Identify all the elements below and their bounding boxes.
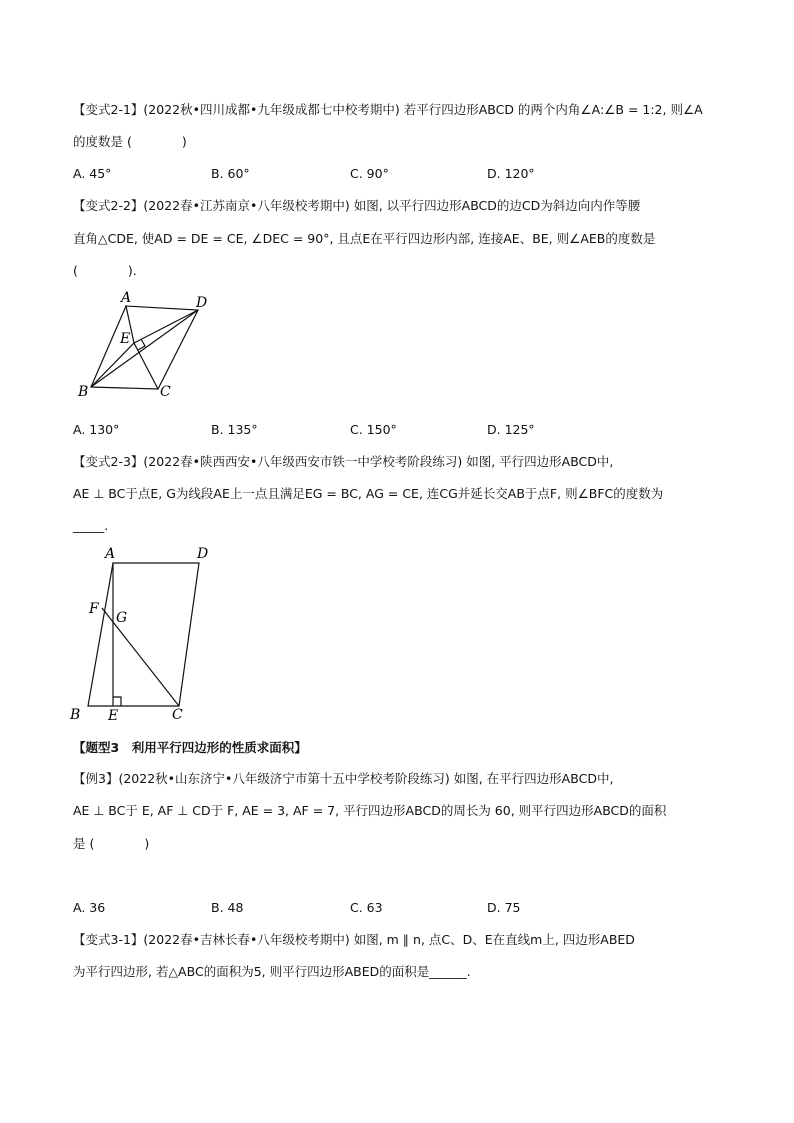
q4-option-a: A. 36 <box>73 900 106 915</box>
q3-line2: AE ⊥ BC于点E, G为线段AE上一点且满足EG = BC, AG = CE, 连CG并延长交AB于点F, 则∠BFC的度数为 <box>73 486 664 501</box>
q3-line1: 【变式2-3】(2022春•陕西西安•八年级西安市铁一中学校考阶段练习) 如图, 平行四边形ABCD中, <box>73 454 614 469</box>
q3-right-angle-mark <box>113 697 121 706</box>
q4-line2: AE ⊥ BC于 E, AF ⊥ CD于 F, AE = 3, AF = 7, 平行四边形ABCD的周长为 60, 则平行四边形ABCD的面积 <box>73 803 667 818</box>
q2-line3: ( ). <box>73 263 137 278</box>
q2-option-b: B. 135° <box>211 422 258 437</box>
q2-segment-be <box>91 343 134 387</box>
q1-line1: 【变式2-1】(2022秋•四川成都•九年级成都七中校考期中) 若平行四边形ABCD 的两个内角∠A:∠B = 1:2, 则∠A <box>73 102 703 117</box>
q2-segment-ce <box>134 343 158 389</box>
q4-option-d: D. 75 <box>487 900 521 915</box>
q5-line2: 为平行四边形, 若△ABC的面积为5, 则平行四边形ABED的面积是______. <box>73 964 471 979</box>
q2-line1: 【变式2-2】(2022春•江苏南京•八年级校考期中) 如图, 以平行四边形ABCD的边CD为斜边向内作等腰 <box>73 198 641 213</box>
q2-option-d: D. 125° <box>487 422 535 437</box>
q3-label-d: D <box>197 546 209 562</box>
q3-label-c: C <box>172 707 183 723</box>
q3-label-f: F <box>89 601 99 617</box>
q5-line1: 【变式3-1】(2022春•吉林长春•八年级校考期中) 如图, m ∥ n, 点C、D、E在直线m上, 四边形ABED <box>73 932 635 947</box>
q1-option-d: D. 120° <box>487 166 535 181</box>
q1-option-a: A. 45° <box>73 166 112 181</box>
q2-label-d: D <box>196 295 208 311</box>
q2-option-c: C. 150° <box>350 422 397 437</box>
q3-label-e: E <box>108 708 119 724</box>
q2-label-c: C <box>160 384 171 400</box>
q4-line1: 【例3】(2022秋•山东济宁•八年级济宁市第十五中学校考阶段练习) 如图, 在平行四边形ABCD中, <box>73 771 614 786</box>
q2-label-a: A <box>120 290 132 306</box>
q4-option-b: B. 48 <box>211 900 244 915</box>
q2-label-e: E <box>120 331 131 347</box>
q2-figure <box>70 288 220 404</box>
q2-label-b: B <box>78 384 89 400</box>
q4-line3: 是 ( ) <box>73 836 150 851</box>
q1-line2: 的度数是 ( ) <box>73 134 187 149</box>
q3-label-b: B <box>70 707 81 723</box>
q2-line2: 直角△CDE, 使AD = DE = CE, ∠DEC = 90°, 且点E在平行四边形内部, 连接AE、BE, 则∠AEB的度数是 <box>73 231 656 246</box>
q1-option-c: C. 90° <box>350 166 389 181</box>
q3-line3: _____. <box>73 518 109 533</box>
q3-parallelogram <box>88 563 199 706</box>
q2-option-a: A. 130° <box>73 422 120 437</box>
q1-option-b: B. 60° <box>211 166 250 181</box>
q4-option-c: C. 63 <box>350 900 383 915</box>
q3-figure <box>66 544 226 724</box>
q2-segment-de <box>134 310 198 343</box>
q3-label-g: G <box>116 610 128 626</box>
q3-label-a: A <box>104 546 116 562</box>
section-title: 【题型3 利用平行四边形的性质求面积】 <box>73 740 307 755</box>
